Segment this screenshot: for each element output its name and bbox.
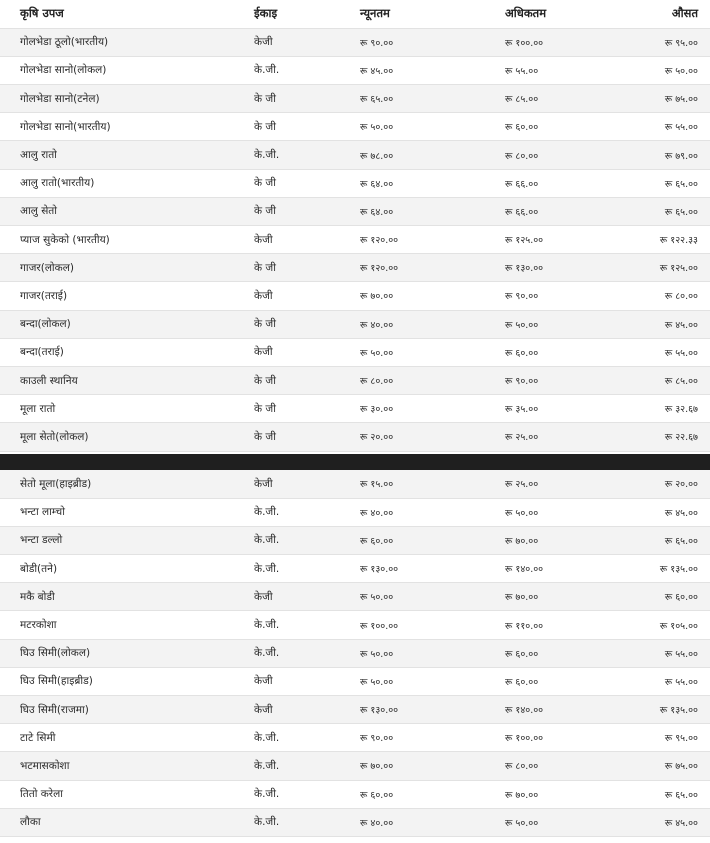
cell-min: रू ४०.०० <box>350 498 495 526</box>
cell-unit: केजी <box>240 470 350 498</box>
cell-min: रू ५०.०० <box>350 639 495 667</box>
cell-product: गाजर(लोकल) <box>0 254 240 282</box>
table-row <box>0 423 710 451</box>
table-row <box>0 780 710 808</box>
cell-unit: केजी <box>240 696 350 724</box>
cell-min: रू ४०.०० <box>350 808 495 836</box>
cell-max: रू ७०.०० <box>495 780 640 808</box>
cell-max: रू ६०.०० <box>495 639 640 667</box>
cell-unit: के.जी. <box>240 498 350 526</box>
table-row <box>0 724 710 752</box>
cell-min: रू १३०.०० <box>350 555 495 583</box>
table-row <box>0 470 710 498</box>
cell-product: लौका <box>0 808 240 836</box>
cell-avg: रू ९५.०० <box>640 28 710 56</box>
cell-avg: रू ५०.०० <box>640 56 710 84</box>
cell-product: मटरकोशा <box>0 611 240 639</box>
cell-min: रू ६५.०० <box>350 85 495 113</box>
cell-avg: रू ५५.०० <box>640 113 710 141</box>
table-row <box>0 555 710 583</box>
cell-avg: रू ६५.०० <box>640 780 710 808</box>
cell-avg: रू ८५.०० <box>640 366 710 394</box>
cell-unit: के जी <box>240 113 350 141</box>
cell-unit: केजी <box>240 28 350 56</box>
cell-unit: के जी <box>240 395 350 423</box>
table-row <box>0 498 710 526</box>
cell-unit: केजी <box>240 583 350 611</box>
cell-product: गोलभेडा सानो(भारतीय) <box>0 113 240 141</box>
table-row <box>0 169 710 197</box>
cell-product: प्याज सुकेको (भारतीय) <box>0 226 240 254</box>
cell-product: आलु सेतो <box>0 197 240 225</box>
cell-max: रू ८०.०० <box>495 752 640 780</box>
cell-max: रू ६०.०० <box>495 113 640 141</box>
cell-avg: रू ६५.०० <box>640 526 710 554</box>
price-table-continued <box>0 470 710 837</box>
cell-max: रू ५०.०० <box>495 498 640 526</box>
cell-avg: रू ५५.०० <box>640 639 710 667</box>
cell-min: रू ५०.०० <box>350 583 495 611</box>
table-row <box>0 282 710 310</box>
table-row <box>0 395 710 423</box>
cell-unit: के.जी. <box>240 526 350 554</box>
header-unit: ईकाइ <box>240 0 350 28</box>
cell-min: रू ६०.०० <box>350 526 495 554</box>
cell-min: रू ३०.०० <box>350 395 495 423</box>
cell-avg: रू ६०.०० <box>640 583 710 611</box>
cell-min: रू ५०.०० <box>350 667 495 695</box>
cell-unit: के जी <box>240 85 350 113</box>
cell-avg: रू ५५.०० <box>640 338 710 366</box>
cell-product: गोलभेडा ठूलो(भारतीय) <box>0 28 240 56</box>
cell-unit: के जी <box>240 197 350 225</box>
cell-min: रू ६४.०० <box>350 197 495 225</box>
cell-avg: रू ७५.०० <box>640 85 710 113</box>
cell-product: भटमासकोशा <box>0 752 240 780</box>
cell-product: आलु रातो <box>0 141 240 169</box>
cell-max: रू ८०.०० <box>495 141 640 169</box>
cell-min: रू ७८.०० <box>350 141 495 169</box>
cell-unit: केजी <box>240 667 350 695</box>
cell-min: रू ५०.०० <box>350 338 495 366</box>
cell-unit: के.जी. <box>240 808 350 836</box>
cell-avg: रू ४५.०० <box>640 310 710 338</box>
cell-avg: रू ९५.०० <box>640 724 710 752</box>
cell-max: रू ३५.०० <box>495 395 640 423</box>
cell-max: रू १००.०० <box>495 724 640 752</box>
cell-max: रू १४०.०० <box>495 696 640 724</box>
cell-max: रू २५.०० <box>495 470 640 498</box>
cell-product: सेतो मूला(हाइब्रीड) <box>0 470 240 498</box>
cell-min: रू ४५.०० <box>350 56 495 84</box>
cell-min: रू २०.०० <box>350 423 495 451</box>
cell-avg: रू ४५.०० <box>640 808 710 836</box>
cell-unit: के जी <box>240 310 350 338</box>
cell-min: रू १५.०० <box>350 470 495 498</box>
cell-max: रू ११०.०० <box>495 611 640 639</box>
header-product: कृषि उपज <box>0 0 240 28</box>
cell-product: भन्टा डल्लो <box>0 526 240 554</box>
table-row <box>0 113 710 141</box>
cell-unit: के.जी. <box>240 780 350 808</box>
cell-max: रू २५.०० <box>495 423 640 451</box>
cell-avg: रू १२५.०० <box>640 254 710 282</box>
table-row <box>0 56 710 84</box>
cell-product: गोलभेडा सानो(टनेल) <box>0 85 240 113</box>
cell-unit: के.जी. <box>240 555 350 583</box>
cell-product: बन्दा(तराई) <box>0 338 240 366</box>
cell-product: काउली स्थानिय <box>0 366 240 394</box>
cell-avg: रू ७५.०० <box>640 752 710 780</box>
cell-unit: केजी <box>240 282 350 310</box>
cell-max: रू ६०.०० <box>495 338 640 366</box>
cell-unit: के.जी. <box>240 724 350 752</box>
cell-min: रू १२०.०० <box>350 254 495 282</box>
cell-unit: के.जी. <box>240 141 350 169</box>
cell-max: रू ६६.०० <box>495 197 640 225</box>
table-row <box>0 254 710 282</box>
cell-min: रू १००.०० <box>350 611 495 639</box>
cell-unit: के.जी. <box>240 752 350 780</box>
cell-min: रू ९०.०० <box>350 724 495 752</box>
header-avg: औसत <box>640 0 710 28</box>
cell-max: रू ७०.०० <box>495 583 640 611</box>
cell-product: मूला सेतो(लोकल) <box>0 423 240 451</box>
cell-min: रू ९०.०० <box>350 28 495 56</box>
cell-max: रू ९०.०० <box>495 366 640 394</box>
cell-product: गाजर(तराई) <box>0 282 240 310</box>
cell-unit: के जी <box>240 423 350 451</box>
price-table-bottom <box>0 470 710 837</box>
cell-min: रू ६४.०० <box>350 169 495 197</box>
cell-max: रू ८५.०० <box>495 85 640 113</box>
cell-avg: रू २२.६७ <box>640 423 710 451</box>
table-row <box>0 366 710 394</box>
cell-avg: रू ६५.०० <box>640 197 710 225</box>
table-row <box>0 696 710 724</box>
cell-product: बन्दा(लोकल) <box>0 310 240 338</box>
table-row <box>0 226 710 254</box>
cell-product: टाटे सिमी <box>0 724 240 752</box>
table-row <box>0 667 710 695</box>
cell-unit: केजी <box>240 338 350 366</box>
table-row <box>0 310 710 338</box>
cell-avg: रू ८०.०० <box>640 282 710 310</box>
cell-product: भन्टा लाम्चो <box>0 498 240 526</box>
cell-max: रू १२५.०० <box>495 226 640 254</box>
cell-min: रू ८०.०० <box>350 366 495 394</box>
cell-min: रू ६०.०० <box>350 780 495 808</box>
cell-avg: रू ५५.०० <box>640 667 710 695</box>
cell-min: रू १३०.०० <box>350 696 495 724</box>
table-row <box>0 611 710 639</box>
table-row <box>0 808 710 836</box>
cell-max: रू ५०.०० <box>495 808 640 836</box>
cell-max: रू १४०.०० <box>495 555 640 583</box>
cell-max: रू ५०.०० <box>495 310 640 338</box>
cell-min: रू ७०.०० <box>350 282 495 310</box>
cell-min: रू ५०.०० <box>350 113 495 141</box>
cell-avg: रू ७९.०० <box>640 141 710 169</box>
table-row <box>0 85 710 113</box>
cell-avg: रू २०.०० <box>640 470 710 498</box>
cell-unit: के.जी. <box>240 56 350 84</box>
cell-unit: के.जी. <box>240 639 350 667</box>
table-row <box>0 28 710 56</box>
cell-product: आलु रातो(भारतीय) <box>0 169 240 197</box>
table-row <box>0 197 710 225</box>
cell-product: मकै बोडी <box>0 583 240 611</box>
cell-avg: रू ३२.६७ <box>640 395 710 423</box>
cell-product: घिउ सिमी(राजमा) <box>0 696 240 724</box>
table-header-row <box>0 0 710 28</box>
cell-min: रू ४०.०० <box>350 310 495 338</box>
cell-unit: के.जी. <box>240 611 350 639</box>
cell-max: रू ७०.०० <box>495 526 640 554</box>
cell-max: रू ९०.०० <box>495 282 640 310</box>
cell-avg: रू ४५.०० <box>640 498 710 526</box>
table-row <box>0 141 710 169</box>
cell-avg: रू ६५.०० <box>640 169 710 197</box>
screenshot-divider <box>0 454 710 470</box>
cell-min: रू ७०.०० <box>350 752 495 780</box>
cell-product: तितो करेला <box>0 780 240 808</box>
cell-max: रू ६०.०० <box>495 667 640 695</box>
cell-unit: के जी <box>240 254 350 282</box>
table-body-top <box>0 28 710 451</box>
cell-avg: रू १०५.०० <box>640 611 710 639</box>
cell-product: मूला रातो <box>0 395 240 423</box>
cell-unit: के जी <box>240 366 350 394</box>
table-row <box>0 639 710 667</box>
header-max: अधिकतम <box>495 0 640 28</box>
header-min: न्यूनतम <box>350 0 495 28</box>
cell-avg: रू १३५.०० <box>640 696 710 724</box>
table-body-bottom <box>0 470 710 836</box>
cell-unit: केजी <box>240 226 350 254</box>
cell-max: रू ६६.०० <box>495 169 640 197</box>
table-row <box>0 752 710 780</box>
table-row <box>0 583 710 611</box>
cell-avg: रू १२२.३३ <box>640 226 710 254</box>
cell-product: घिउ सिमी(लोकल) <box>0 639 240 667</box>
cell-avg: रू १३५.०० <box>640 555 710 583</box>
cell-min: रू १२०.०० <box>350 226 495 254</box>
table-row <box>0 338 710 366</box>
cell-product: गोलभेडा सानो(लोकल) <box>0 56 240 84</box>
cell-product: बोडी(तने) <box>0 555 240 583</box>
table-row <box>0 526 710 554</box>
cell-max: रू १००.०० <box>495 28 640 56</box>
cell-max: रू ५५.०० <box>495 56 640 84</box>
cell-product: घिउ सिमी(हाइब्रीड) <box>0 667 240 695</box>
cell-max: रू १३०.०० <box>495 254 640 282</box>
cell-unit: के जी <box>240 169 350 197</box>
